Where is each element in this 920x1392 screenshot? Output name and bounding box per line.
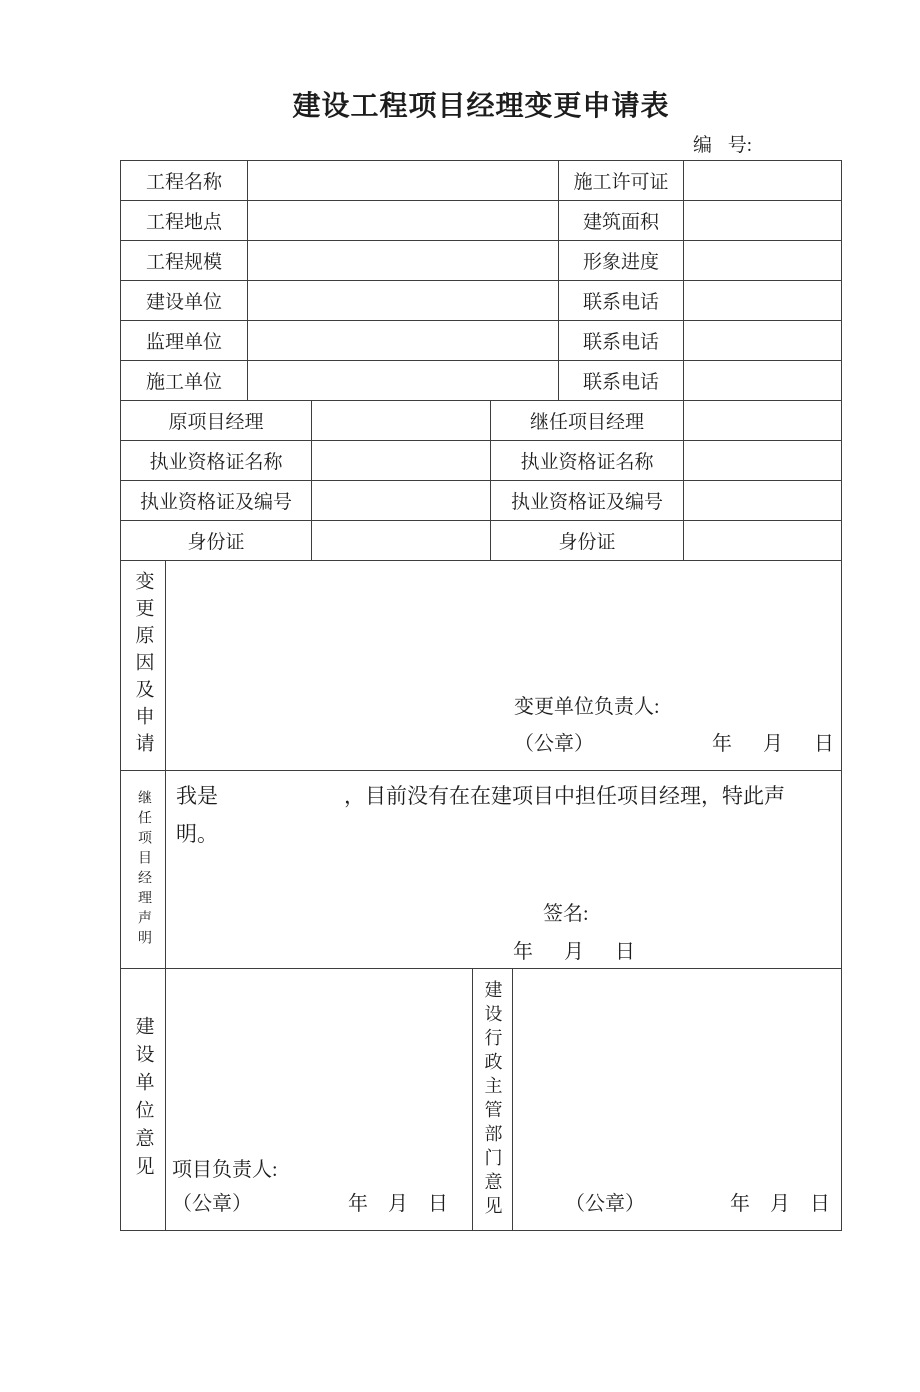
project-location-label: 工程地点	[120, 200, 247, 240]
contact-phone-1-value[interactable]	[683, 280, 842, 320]
signature-date-label: 年 月 日	[513, 941, 635, 963]
construction-permit-label: 施工许可证	[558, 160, 683, 200]
qualification-number-right-label: 执业资格证及编号	[490, 480, 683, 520]
owner-unit-value[interactable]	[247, 280, 558, 320]
change-seal-label: （公章）	[514, 733, 594, 755]
successor-statement-side-label: 继任项目经理声明	[120, 770, 165, 968]
successor-manager-value[interactable]	[683, 400, 842, 440]
qualification-name-left-label: 执业资格证名称	[120, 440, 311, 480]
document-page	[120, 90, 842, 1231]
change-date-label: 年 月 日	[712, 733, 834, 755]
change-reason-area[interactable]	[165, 560, 842, 770]
serial-number-label: 编 号:	[692, 135, 752, 156]
successor-statement-text	[166, 771, 842, 853]
id-card-right-value[interactable]	[683, 520, 842, 560]
project-info-section	[120, 160, 841, 400]
owner-seal-label: （公章）	[172, 1193, 252, 1215]
building-area-value[interactable]	[683, 200, 842, 240]
successor-manager-label: 继任项目经理	[490, 400, 683, 440]
project-name-value[interactable]	[247, 160, 558, 200]
owner-project-manager-label: 项目负责人:	[172, 1159, 278, 1181]
approval-section	[120, 968, 841, 1230]
manager-info-section	[120, 400, 841, 560]
qualification-name-left-value[interactable]	[311, 440, 490, 480]
project-scale-label: 工程规模	[120, 240, 247, 280]
contractor-unit-label: 施工单位	[120, 360, 247, 400]
application-table	[120, 160, 842, 1231]
project-location-value[interactable]	[247, 200, 558, 240]
contact-phone-3-label: 联系电话	[558, 360, 683, 400]
owner-unit-label: 建设单位	[120, 280, 247, 320]
id-card-left-label: 身份证	[120, 520, 311, 560]
owner-opinion-side-label: 建设单位意见	[120, 968, 165, 1230]
qualification-name-right-label: 执业资格证名称	[490, 440, 683, 480]
contact-phone-2-label: 联系电话	[558, 320, 683, 360]
change-responsible-label: 变更单位负责人:	[514, 696, 660, 718]
original-manager-value[interactable]	[311, 400, 490, 440]
statement-line-1: 我是 ，目前没有在在建项目中担任项目经理，特此声	[176, 784, 785, 808]
change-reason-side-label: 变更原因及申请	[120, 560, 165, 770]
original-manager-label: 原项目经理	[120, 400, 311, 440]
owner-date-label: 年 月 日	[348, 1193, 448, 1215]
page-title: 建设工程项目经理变更申请表	[292, 90, 670, 121]
construction-permit-value[interactable]	[683, 160, 842, 200]
contact-phone-1-label: 联系电话	[558, 280, 683, 320]
authority-seal-label: （公章）	[565, 1193, 645, 1215]
authority-opinion-area[interactable]	[512, 968, 842, 1230]
change-reason-section	[120, 560, 841, 770]
qualification-name-right-value[interactable]	[683, 440, 842, 480]
qualification-number-right-value[interactable]	[683, 480, 842, 520]
statement-line-2: 明。	[176, 822, 218, 846]
successor-statement-section	[120, 770, 841, 968]
signature-label: 签名:	[543, 903, 589, 925]
project-name-label: 工程名称	[120, 160, 247, 200]
visual-progress-value[interactable]	[683, 240, 842, 280]
qualification-number-left-label: 执业资格证及编号	[120, 480, 311, 520]
building-area-label: 建筑面积	[558, 200, 683, 240]
contact-phone-3-value[interactable]	[683, 360, 842, 400]
id-card-right-label: 身份证	[490, 520, 683, 560]
visual-progress-label: 形象进度	[558, 240, 683, 280]
qualification-number-left-value[interactable]	[311, 480, 490, 520]
successor-statement-area[interactable]	[165, 770, 842, 968]
authority-date-label: 年 月 日	[730, 1193, 830, 1215]
id-card-left-value[interactable]	[311, 520, 490, 560]
contact-phone-2-value[interactable]	[683, 320, 842, 360]
project-scale-value[interactable]	[247, 240, 558, 280]
authority-opinion-side-label: 建设行政主管部门意见	[472, 968, 512, 1230]
owner-opinion-area[interactable]	[165, 968, 472, 1230]
supervision-unit-value[interactable]	[247, 320, 558, 360]
supervision-unit-label: 监理单位	[120, 320, 247, 360]
change-reason-signature-block	[514, 689, 834, 763]
contractor-unit-value[interactable]	[247, 360, 558, 400]
